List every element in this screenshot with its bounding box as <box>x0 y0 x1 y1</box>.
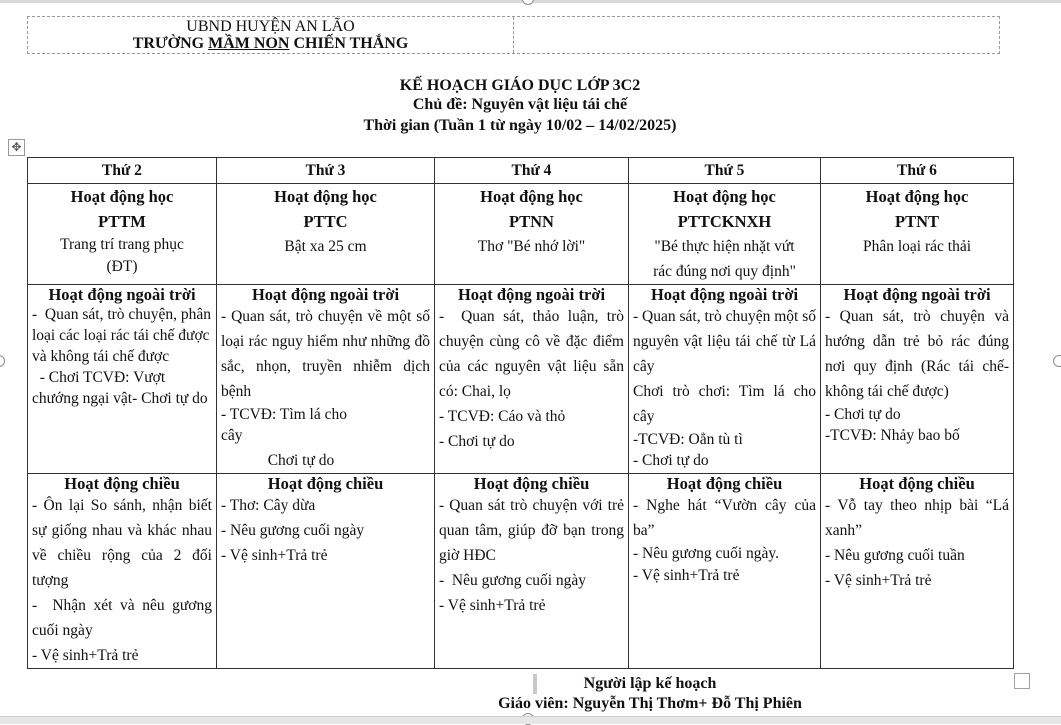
activity-line: - Chơi TCVĐ: Vượt chướng ngại vật- Chơi tự do <box>32 369 208 407</box>
activity-line: -TCVĐ: Oẳn tù tì <box>633 431 743 448</box>
letterhead-left-cell <box>28 17 514 53</box>
activity-line: - Quan sát, trò chuyện một số nguyên vật liệu tái chế từ Lá cây <box>633 308 816 375</box>
school-name-suffix: CHIẾN THẮNG <box>289 35 409 52</box>
activity-line: -TCVĐ: Nhảy bao bố <box>825 427 960 444</box>
afternoon-cell <box>28 474 217 669</box>
study-heading: Hoạt động học <box>480 187 583 206</box>
study-activity-row <box>28 184 1014 285</box>
resize-handle-right[interactable] <box>1053 355 1061 367</box>
study-cell <box>435 184 629 285</box>
study-topic: Bật xa 25 cm <box>284 238 367 255</box>
resize-handle-left[interactable] <box>0 355 5 367</box>
afternoon-heading: Hoạt động chiều <box>473 474 590 493</box>
outdoor-cell <box>821 285 1014 474</box>
activity-line: - Quan sát, thảo luận, trò chuyện cùng cô về đặc điểm của các nguyên vật liệu sẵn có: Chai, lọ <box>439 308 628 400</box>
plan-theme: Chủ đề: Nguyên vật liệu tái chế <box>412 96 628 113</box>
study-area: PTTCKNXH <box>677 212 772 231</box>
study-heading: Hoạt động học <box>70 187 174 206</box>
afternoon-cell <box>217 474 435 669</box>
study-topic: "Bé thực hiện nhặt vứt <box>654 238 795 255</box>
plan-title: KẾ HOẠCH GIÁO DỤC LỚP 3C2 <box>399 77 641 94</box>
activity-line: - Quan sát, trò chuyện và hướng dẫn trẻ bỏ rác đúng nơi quy định (Rác tái chế-không tái chế được) <box>825 308 1009 400</box>
activity-line: - Vệ sinh+Trả trẻ <box>439 597 546 614</box>
outdoor-heading: Hoạt động ngoài trời <box>48 285 196 304</box>
school-name-prefix: TRƯỜNG <box>132 35 209 52</box>
activity-line: - Nêu gương cuối ngày <box>439 572 587 589</box>
study-area: PTTM <box>98 212 146 231</box>
study-area: PTNN <box>509 212 554 231</box>
afternoon-cell <box>435 474 629 669</box>
document-titles <box>300 76 740 136</box>
plan-period: Thời gian (Tuần 1 từ ngày 10/02 – 14/02/2025) <box>363 117 677 134</box>
study-heading: Hoạt động học <box>673 187 776 206</box>
table-resize-handle[interactable] <box>1014 673 1030 689</box>
signature-block <box>440 674 860 714</box>
school-name-underlined: MẦM NON <box>208 35 290 52</box>
study-cell <box>821 184 1014 285</box>
study-cell <box>629 184 821 285</box>
activity-line: - Nêu gương cuối ngày. <box>633 545 780 562</box>
activity-line: Chơi tự do <box>267 452 335 469</box>
letterhead-table <box>27 16 1000 54</box>
afternoon-heading: Hoạt động chiều <box>64 474 180 493</box>
school-name <box>28 35 513 52</box>
day-header: Thứ 2 <box>28 158 217 184</box>
study-heading: Hoạt động học <box>865 187 969 206</box>
activity-line: - Vệ sinh+Trả trẻ <box>825 572 932 589</box>
activity-line: - Quan sát, trò chuyện, phân loại các loại rác tái chế được và không tái chế được <box>32 306 215 365</box>
district-name: UBND HUYỆN AN LÃO <box>186 18 355 35</box>
study-topic: (ĐT) <box>106 258 138 275</box>
activity-line: - Nhận xét và nêu gương cuối ngày <box>32 597 216 639</box>
activity-line: - Vệ sinh+Trả trẻ <box>633 567 740 584</box>
teacher-names: Giáo viên: Nguyễn Thị Thơm+ Đỗ Thị Phiên <box>498 695 802 712</box>
activity-line: - Chơi tự do <box>633 452 709 469</box>
study-topic: rác đúng nơi quy định" <box>653 263 796 280</box>
activity-line: - Vệ sinh+Trả trẻ <box>32 647 139 664</box>
activity-line: - Vệ sinh+Trả trẻ <box>221 547 328 564</box>
outdoor-heading: Hoạt động ngoài trời <box>457 285 606 304</box>
day-header: Thứ 3 <box>217 158 435 184</box>
afternoon-heading: Hoạt động chiều <box>666 474 783 493</box>
study-cell <box>217 184 435 285</box>
activity-line: - Thơ: Cây dừa <box>221 497 316 514</box>
afternoon-activity-row <box>28 474 1014 669</box>
activity-line: - Quan sát trò chuyện với trẻ quan tâm, giúp đỡ bạn trong giờ HĐC <box>439 497 624 564</box>
activity-line: - TCVĐ: Tìm lá cho cây <box>221 406 347 444</box>
move-icon[interactable]: ✥ <box>8 139 25 156</box>
day-header: Thứ 5 <box>629 158 821 184</box>
outdoor-heading: Hoạt động ngoài trời <box>650 285 799 304</box>
study-heading: Hoạt động học <box>274 187 377 206</box>
afternoon-cell <box>821 474 1014 669</box>
activity-line: - Ôn lại So sánh, nhận biết sự giống nhau và khác nhau về chiều rộng của 2 đối tượng <box>32 497 212 589</box>
activity-line: - Chơi tự do <box>825 406 901 423</box>
study-topic: Thơ "Bé nhớ lời" <box>477 238 586 255</box>
activity-line: - Chơi tự do <box>439 433 515 450</box>
activity-line: - Nghe hát “Vườn cây của ba” <box>633 497 816 539</box>
study-cell <box>28 184 217 285</box>
signer-title: Người lập kế hoạch <box>583 675 717 692</box>
afternoon-heading: Hoạt động chiều <box>859 474 975 493</box>
activity-line: - Vỗ tay theo nhịp bài “Lá xanh” <box>825 497 1009 539</box>
activity-line: - Nêu gương cuối tuần <box>825 547 965 564</box>
outdoor-cell <box>435 285 629 474</box>
day-header: Thứ 6 <box>821 158 1014 184</box>
activity-line: - TCVĐ: Cáo và thỏ <box>439 408 566 425</box>
study-area: PTTC <box>303 212 348 231</box>
afternoon-heading: Hoạt động chiều <box>267 474 384 493</box>
activity-line: Chơi trò chơi: Tìm lá cho cây <box>633 383 816 425</box>
outdoor-heading: Hoạt động ngoài trời <box>251 285 400 304</box>
outdoor-heading: Hoạt động ngoài trời <box>843 285 991 304</box>
study-topic: Trang trí trang phục <box>60 236 184 253</box>
weekly-plan-table <box>27 157 1014 669</box>
study-area: PTNT <box>894 212 939 231</box>
study-topic: Phân loại rác thải <box>862 238 972 255</box>
day-header: Thứ 4 <box>435 158 629 184</box>
activity-line: - Nêu gương cuối ngày <box>221 522 365 539</box>
day-header-row <box>28 158 1014 184</box>
activity-line: - Quan sát, trò chuyện về một số loại rác nguy hiểm như những đồ sắc, nhọn, truyền nhiễm dịch bệnh <box>221 308 430 400</box>
outdoor-cell <box>28 285 217 474</box>
resize-handle-top[interactable] <box>522 0 534 5</box>
outdoor-activity-row <box>28 285 1014 474</box>
outdoor-cell <box>217 285 435 474</box>
afternoon-cell <box>629 474 821 669</box>
outdoor-cell <box>629 285 821 474</box>
